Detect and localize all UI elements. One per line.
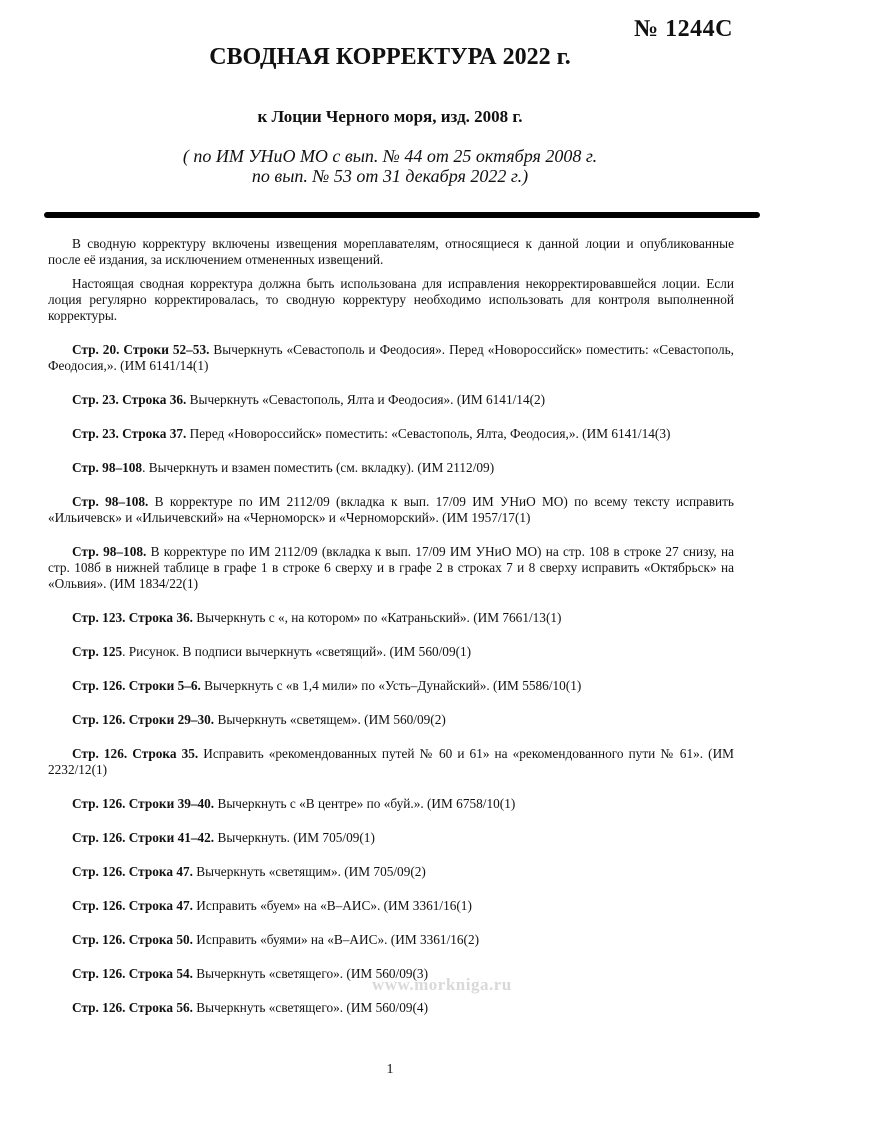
entry-reference: Стр. 126. Строки 29–30. [72,712,215,727]
entry-reference: Стр. 126. Строка 54. [72,966,193,981]
intro-section [48,236,734,324]
header-divider [44,212,760,218]
entry-reference: Стр. 125 [72,644,123,659]
entry-reference: Стр. 126. Строки 5–6. [72,678,201,693]
edition-info [0,146,780,186]
entry-text: Вычеркнуть «светящим». (ИМ 705/09(2) [192,864,426,879]
entry-reference: Стр. 98–108. [72,494,149,509]
intro-paragraph: В сводную корректуру включены извещения мореплавателям, относящиеся к данной лоции и опубликованные после её издания, за исключением отмененных извещений. [48,236,734,267]
correction-entry [48,392,734,408]
entry-text: Исправить «буями» на «В–АИС». (ИМ 3361/16(2) [192,932,480,947]
entry-text: Вычеркнуть «светящего». (ИМ 560/09(4) [192,1000,429,1015]
entry-reference: Стр. 20. Строки 52–53. [72,342,210,357]
entry-reference: Стр. 98–108. [72,544,147,559]
correction-entry [48,494,734,526]
entry-reference: Стр. 126. Строка 47. [72,898,193,913]
entry-text: Вычеркнуть с «в 1,4 мили» по «Усть–Дунайский». (ИМ 5586/10(1) [200,678,582,693]
correction-entry [48,342,734,374]
edition-line-2: по вып. № 53 от 31 декабря 2022 г.) [251,166,529,186]
correction-entry [48,864,734,880]
entry-text: Вычеркнуть «Севастополь, Ялта и Феодосия». (ИМ 6141/14(2) [186,392,546,407]
correction-entry [48,644,734,660]
correction-entry [48,830,734,846]
entry-text: Вычеркнуть. (ИМ 705/09(1) [214,830,375,845]
correction-entry [48,610,734,626]
watermark: www.morkniga.ru [372,975,512,994]
entry-reference: Стр. 98–108 [72,460,143,475]
correction-entry [48,1000,734,1016]
correction-entry [48,898,734,914]
entry-text: В корректуре по ИМ 2112/09 (вкладка к вып. 17/09 ИМ УНиО МО) на стр. 108 в строке 27 снизу, на стр. 108б в нижней таблице в графе 1 в строке 6 сверху и в графе 2 в строках 7 и 8 сверху исправить «Октябрьск» на «Ольвия». (ИМ 1834/22(1) [48,544,734,591]
page-subtitle: к Лоции Черного моря, изд. 2008 г. [257,107,523,126]
page-number: 1 [386,1062,394,1077]
entry-reference: Стр. 126. Строка 35. [72,746,199,761]
entry-reference: Стр. 123. Строка 36. [72,610,193,625]
entry-reference: Стр. 23. Строка 36. [72,392,187,407]
correction-entry [48,460,734,476]
correction-entry [48,746,734,778]
entry-text: Исправить «буем» на «В–АИС». (ИМ 3361/16(1) [192,898,472,913]
entry-text: Исправить «рекомендованных путей № 60 и 61» на «рекомендованного пути № 61». (ИМ 2232/12(1) [48,746,734,777]
entry-text: Вычеркнуть «Севастополь и Феодосия». Перед «Новороссийск» поместить: «Севастополь, Феодосия,». (ИМ 6141/14(1) [48,342,734,373]
entry-text: Вычеркнуть «светящем». (ИМ 560/09(2) [214,712,446,727]
page-title: СВОДНАЯ КОРРЕКТУРА 2022 г. [209,44,571,70]
entry-text: Перед «Новороссийск» поместить: «Севастополь, Ялта, Феодосия,». (ИМ 6141/14(3) [186,426,671,441]
entry-text: Вычеркнуть с «, на котором» по «Катраньский». (ИМ 7661/13(1) [192,610,562,625]
entry-text: Вычеркнуть «светящего». (ИМ 560/09(3) [192,966,429,981]
document-number: № 1244С [634,16,733,42]
correction-entry [48,426,734,442]
correction-list [48,342,734,1016]
entry-text: . Вычеркнуть и взамен поместить (см. вкладку). (ИМ 2112/09) [142,460,495,475]
entry-text: . Рисунок. В подписи вычеркнуть «светящий». (ИМ 560/09(1) [122,644,472,659]
correction-entry [48,796,734,812]
entry-reference: Стр. 126. Строка 56. [72,1000,193,1015]
entry-reference: Стр. 126. Строки 41–42. [72,830,215,845]
correction-entry [48,544,734,592]
entry-text: Вычеркнуть с «В центре» по «буй.». (ИМ 6758/10(1) [214,796,516,811]
correction-entry [48,678,734,694]
entry-reference: Стр. 126. Строка 50. [72,932,193,947]
document-body [48,236,734,1034]
intro-paragraph: Настоящая сводная корректура должна быть использована для исправления некорректировавшейся лоции. Если лоция регулярно корректировалась, то сводную корректуру необходимо использовать для контроля выполненной корректуры. [48,276,734,323]
correction-entry [48,932,734,948]
entry-text: В корректуре по ИМ 2112/09 (вкладка к вып. 17/09 ИМ УНиО МО) по всему тексту исправить «Ильичевск» и «Ильичевский» на «Черноморск» и «Черноморский». (ИМ 1957/17(1) [48,494,734,525]
entry-reference: Стр. 126. Строка 47. [72,864,193,879]
entry-reference: Стр. 126. Строки 39–40. [72,796,215,811]
edition-line-1: ( по ИМ УНиО МО с вып. № 44 от 25 октября 2008 г. [182,146,598,166]
entry-reference: Стр. 23. Строка 37. [72,426,187,441]
correction-entry [48,712,734,728]
